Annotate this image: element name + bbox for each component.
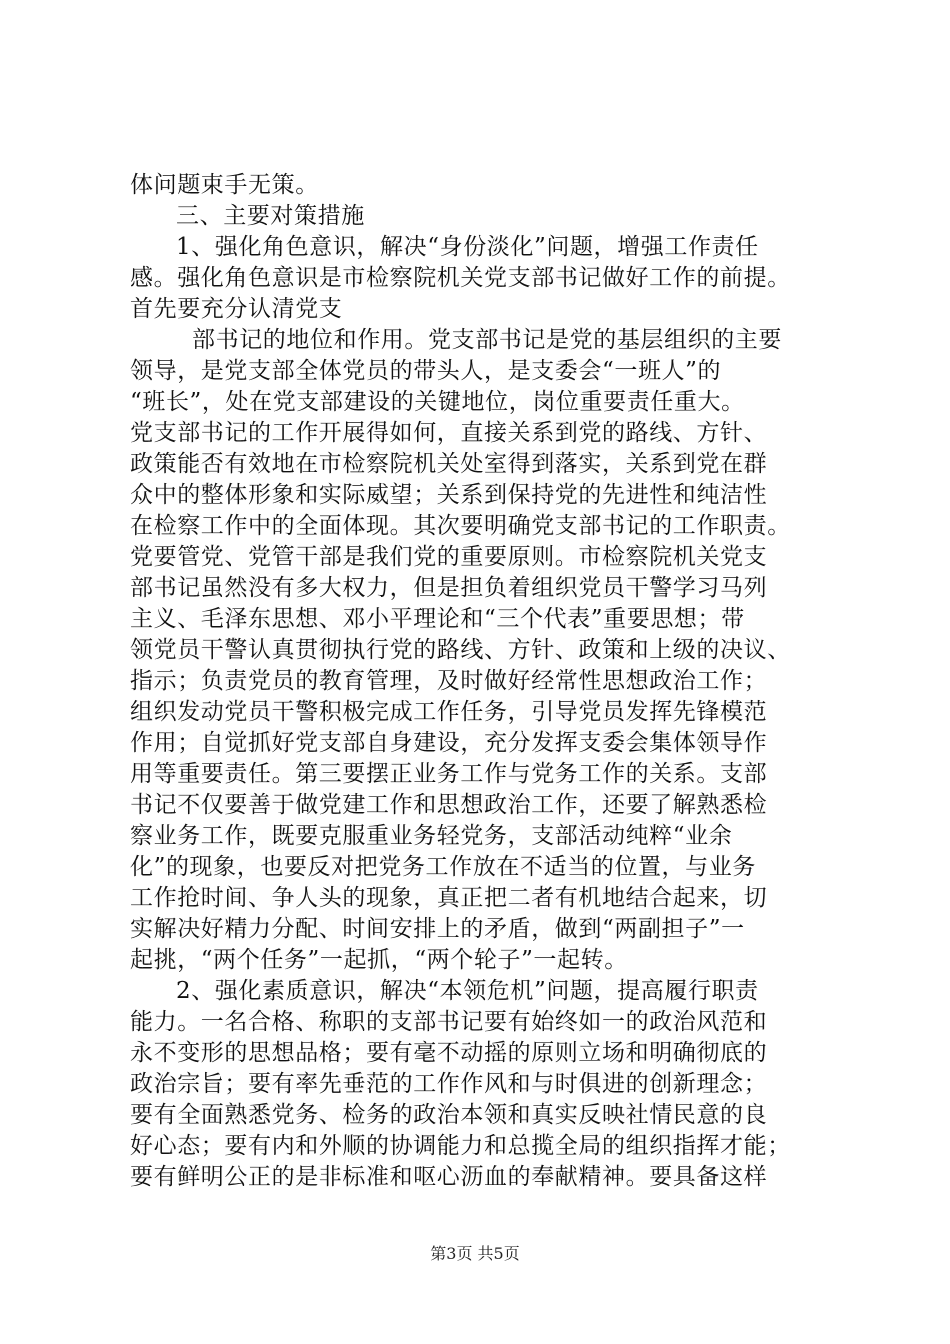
page-number-footer: 第3页 共5页 [430, 1244, 520, 1263]
text-line: 书记不仅要善于做党建工作和思想政治工作，还要了解熟悉检 [130, 792, 768, 818]
text-line: 好心态；要有内和外顺的协调能力和总揽全局的组织指挥才能； [130, 1133, 791, 1159]
text-line: 作用；自觉抓好党支部自身建设，充分发挥支委会集体领导作 [130, 730, 768, 756]
text-line: 用等重要责任。第三要摆正业务工作与党务工作的关系。支部 [130, 761, 768, 787]
text-line: 政治宗旨；要有率先垂范的工作作风和与时俱进的创新理念； [130, 1071, 768, 1097]
text-line: 主义、毛泽东思想、邓小平理论和“三个代表”重要思想；带 [130, 606, 745, 632]
text-line: 化”的现象，也要反对把党务工作放在不适当的位置，与业务 [130, 854, 756, 880]
text-line: 要有全面熟悉党务、检务的政治本领和真实反映社情民意的良 [130, 1102, 768, 1128]
text-line: 党支部书记的工作开展得如何，直接关系到党的路线、方针、 [130, 420, 768, 446]
text-line: 2、强化素质意识，解决“本领危机”问题，提高履行职责 [176, 978, 759, 1004]
text-line: 体问题束手无策。 [130, 172, 319, 198]
text-line: 政策能否有效地在市检察院机关处室得到落实，关系到党在群 [130, 451, 768, 477]
text-line: 永不变形的思想品格；要有毫不动摇的原则立场和明确彻底的 [130, 1040, 768, 1066]
text-line: 领导，是党支部全体党员的带头人，是支委会“一班人”的 [130, 358, 722, 384]
text-line: “班长”，处在党支部建设的关键地位，岗位重要责任重大。 [130, 389, 745, 415]
text-line: 部书记虽然没有多大权力，但是担负着组织党员干警学习马列 [130, 575, 768, 601]
text-line: 工作抢时间、争人头的现象，真正把二者有机地结合起来，切 [130, 885, 768, 911]
text-line: 感。强化角色意识是市检察院机关党支部书记做好工作的前提。 [130, 265, 791, 291]
text-line: 部书记的地位和作用。党支部书记是党的基层组织的主要 [192, 327, 782, 353]
text-line: 在检察工作中的全面体现。其次要明确党支部书记的工作职责。 [130, 513, 791, 539]
text-line: 实解决好精力分配、时间安排上的矛盾，做到“两副担子”一 [130, 916, 745, 942]
text-line: 领党员干警认真贯彻执行党的路线、方针、政策和上级的决议、 [130, 637, 791, 663]
text-line: 起挑，“两个任务”一起抓，“两个轮子”一起转。 [130, 947, 628, 973]
text-line: 1、强化角色意识，解决“身份淡化”问题，增强工作责任 [176, 234, 759, 260]
text-line: 组织发动党员干警积极完成工作任务，引导党员发挥先锋模范 [130, 699, 768, 725]
text-line: 党要管党、党管干部是我们党的重要原则。市检察院机关党支 [130, 544, 768, 570]
section-heading: 三、主要对策措施 [176, 203, 365, 229]
text-line: 众中的整体形象和实际威望；关系到保持党的先进性和纯洁性 [130, 482, 768, 508]
document-body [130, 170, 840, 1193]
text-line: 首先要充分认清党支 [130, 296, 343, 322]
text-line: 要有鲜明公正的是非标准和呕心沥血的奉献精神。要具备这样 [130, 1164, 768, 1190]
text-line: 能力。一名合格、称职的支部书记要有始终如一的政治风范和 [130, 1009, 768, 1035]
text-line: 察业务工作，既要克服重业务轻党务，支部活动纯粹“业余 [130, 823, 733, 849]
text-line: 指示；负责党员的教育管理，及时做好经常性思想政治工作； [130, 668, 768, 694]
